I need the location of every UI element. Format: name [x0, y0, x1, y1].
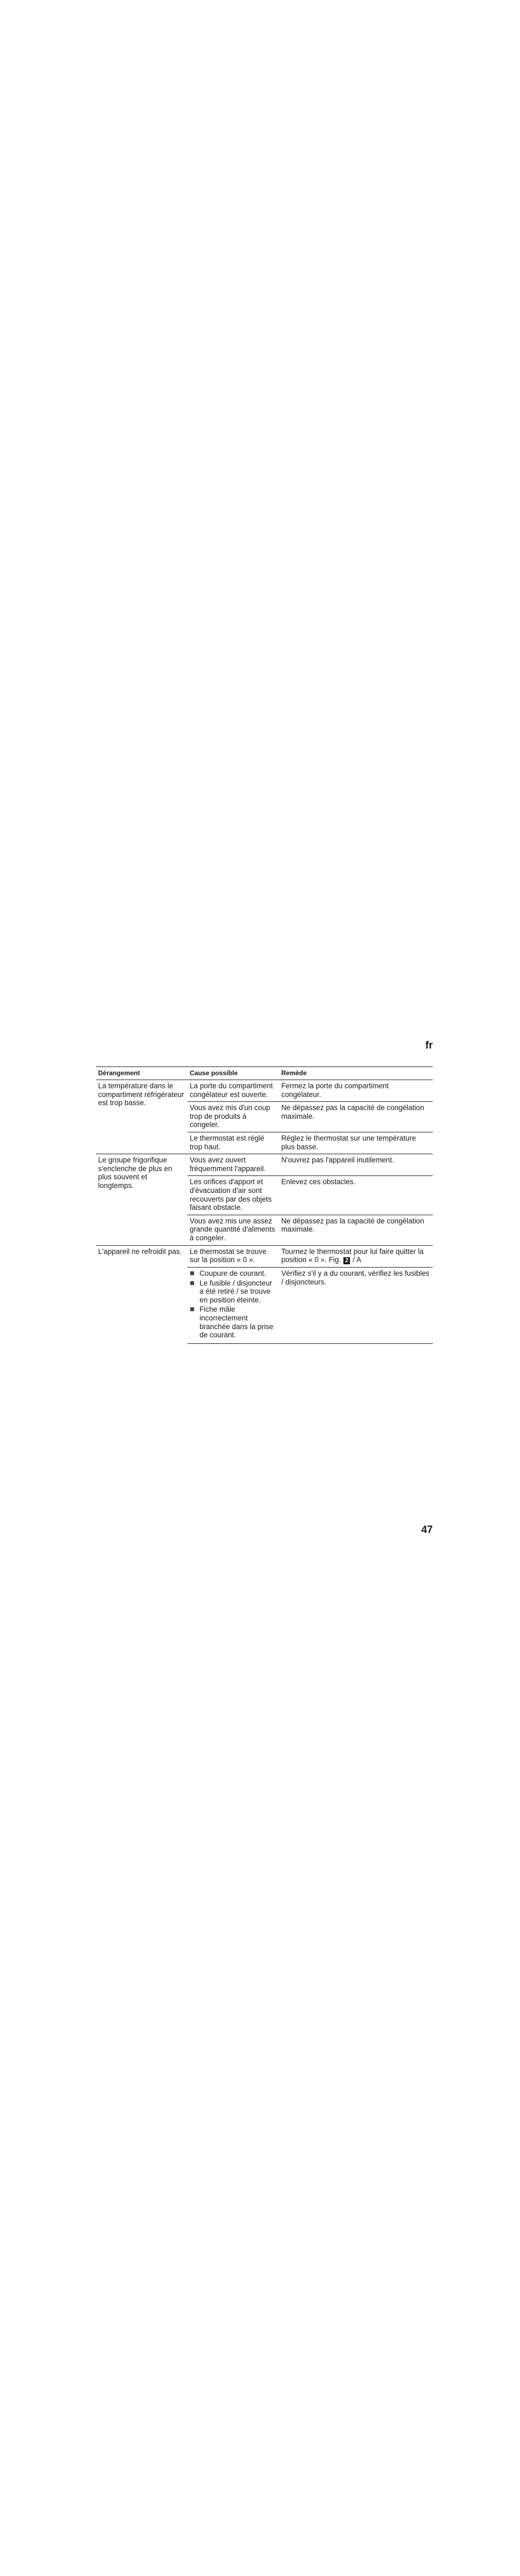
table-row	[96, 1154, 433, 1176]
table-header-row	[96, 1067, 433, 1080]
remedy-cell: Fermez la porte du compartiment congélateur.	[281, 1082, 389, 1099]
header-remedy: Remède	[281, 1069, 307, 1077]
header-fault: Dérangement	[98, 1069, 140, 1077]
bullet-text: Le fusible / disjoncteur a été retiré / se trouve en position éteinte.	[199, 1278, 273, 1304]
remedy-cell	[279, 1245, 433, 1268]
page-number: 47	[421, 1524, 433, 1536]
table-row	[96, 1245, 433, 1268]
list-item	[190, 1305, 276, 1339]
cause-cell	[188, 1268, 279, 1344]
cause-cell: Vous avez ouvert fréquemment l'appareil.	[188, 1154, 279, 1176]
troubleshooting-table	[96, 1066, 433, 1344]
cause-bullet-list	[190, 1269, 276, 1339]
figure-number-badge: 2	[343, 1257, 350, 1264]
cause-cell: Le thermostat est réglé trop haut.	[188, 1132, 279, 1154]
remedy-cell: N'ouvrez pas l'appareil inutilement.	[279, 1154, 433, 1176]
remedy-text-suffix: / A	[353, 1256, 361, 1264]
square-bullet-icon	[190, 1281, 194, 1285]
fault-cell: L'appareil ne refroidit pas.	[96, 1245, 188, 1343]
bullet-text: Coupure de courant.	[199, 1269, 267, 1278]
language-marker: fr	[425, 1040, 433, 1051]
cause-cell: Vous avez mis d'un coup trop de produits à congeler.	[188, 1102, 279, 1132]
fault-cell: Le groupe frigorifique s'enclenche de plus en plus souvent et longtemps.	[96, 1154, 188, 1245]
remedy-cell: Ne dépassez pas la capacité de congélation maximale.	[279, 1102, 433, 1132]
remedy-text: Tournez le thermostat pour lui faire quitter la position « 0 ». Fig.	[281, 1247, 424, 1264]
bullet-text: Fiche mâle incorrectement branchée dans la prise de courant.	[199, 1305, 274, 1339]
cause-cell: Vous avez mis une assez grande quantité d'aliments à congeler.	[188, 1215, 279, 1245]
list-item	[190, 1269, 276, 1278]
cause-cell: La porte du compartiment congélateur est ouverte.	[190, 1082, 273, 1099]
fault-cell: La température dans le compartiment réfrigérateur est trop basse.	[98, 1082, 184, 1107]
remedy-cell: Ne dépassez pas la capacité de congélation maximale.	[279, 1215, 433, 1245]
square-bullet-icon	[190, 1307, 194, 1311]
table-row	[96, 1080, 433, 1102]
cause-cell: Le thermostat se trouve sur la position « 0 ».	[188, 1245, 279, 1268]
remedy-cell: Enlevez ces obstacles.	[279, 1176, 433, 1215]
remedy-cell: Vérifiez s'il y a du courant, vérifiez les fusibles / disjoncteurs.	[279, 1268, 433, 1344]
square-bullet-icon	[190, 1271, 194, 1275]
cause-cell: Les orifices d'apport et d'évacuation d'air sont recouverts par des objets faisant obstacle.	[188, 1176, 279, 1215]
remedy-cell: Réglez le thermostat sur une température plus basse.	[279, 1132, 433, 1154]
list-item	[190, 1279, 276, 1305]
header-cause: Cause possible	[190, 1069, 238, 1077]
